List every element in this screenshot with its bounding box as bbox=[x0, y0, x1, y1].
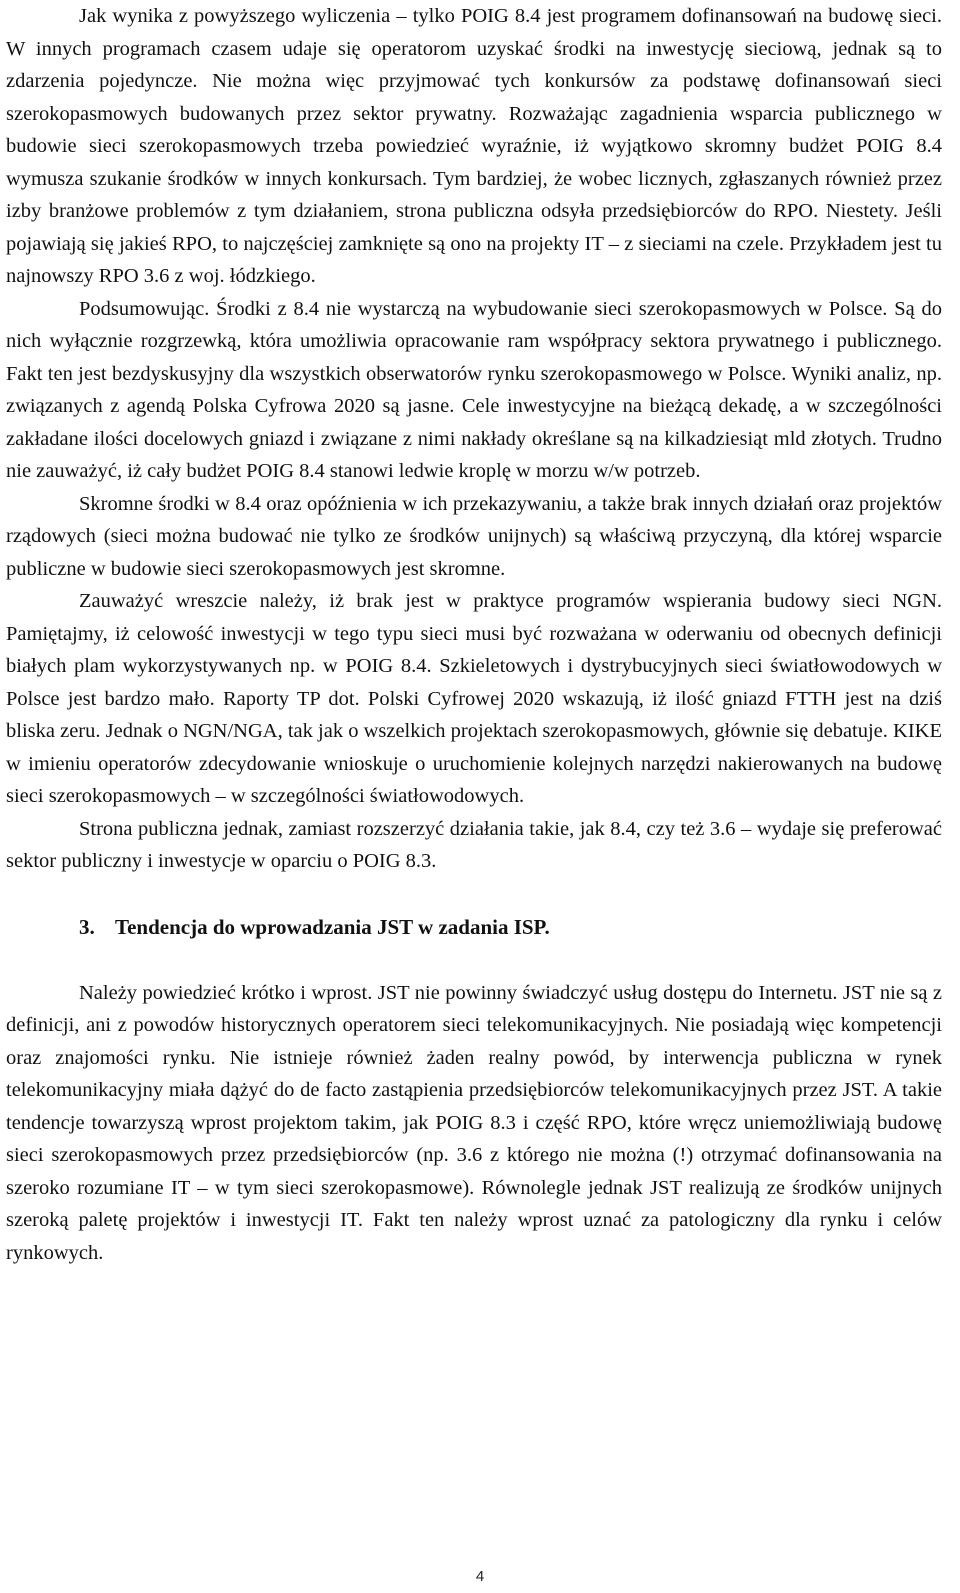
page-number: 4 bbox=[475, 1568, 485, 1585]
document-page bbox=[6, 0, 942, 1269]
section-title: Tendencja do wprowadzania JST w zadania ISP. bbox=[115, 914, 550, 939]
paragraph: Strona publiczna jednak, zamiast rozszerzyć działania takie, jak 8.4, czy też 3.6 – wydaje się preferować sektor publiczny i inwestycje w oparciu o POIG 8.3. bbox=[6, 817, 942, 872]
spacer bbox=[6, 943, 942, 977]
paragraph: Skromne środki w 8.4 oraz opóźnienia w ich przekazywaniu, a także brak innych działań oraz projektów rządowych (sieci można budować nie tylko ze środków unijnych) są właściwą przyczyną, dla której wsparcie publiczne w budowie sieci szerokopasmowych jest skromne. bbox=[6, 492, 942, 580]
section-heading bbox=[6, 911, 942, 943]
paragraph: Jak wynika z powyższego wyliczenia – tylko POIG 8.4 jest programem dofinansowań na budowę sieci. W innych programach czasem udaje się operatorom uzyskać środki na inwestycję sieciową, jednak są to zdarzenia pojedyncze. Nie można więc przyjmować tych konkursów za podstawę dofinansowań sieci szerokopasmowych budowanych przez sektor prywatny. Rozważając zagadnienia wsparcia publicznego w budowie sieci szerokopasmowych trzeba powiedzieć wyraźnie, iż wyjątkowo skromny budżet POIG 8.4 wymusza szukanie środków w innych konkursach. Tym bardziej, że wobec licznych, zgłaszanych również przez izby branżowe problemów z tym działaniem, strona publiczna odsyła przedsiębiorców do RPO. Niestety. Jeśli pojawiają się jakieś RPO, to najczęściej zamknięte są ono na projekty IT – z sieciami na czele. Przykładem jest tu najnowszy RPO 3.6 z woj. łódzkiego. bbox=[6, 5, 942, 287]
paragraph: Podsumowując. Środki z 8.4 nie wystarczą na wybudowanie sieci szerokopasmowych w Polsce. Są do nich wyłącznie rozgrzewką, która umożliwia opracowanie ram współpracy sektora prywatnego i publicznego. Fakt ten jest bezdyskusyjny dla wszystkich obserwatorów rynku szerokopasmowego w Polsce. Wyniki analiz, np. związanych z agendą Polska Cyfrowa 2020 są jasne. Cele inwestycyjne na bieżącą dekadę, a w szczególności zakładane ilości docelowych gniazd i związane z nimi nakłady określane są na kilkadziesiąt mld złotych. Trudno nie zauważyć, iż cały budżet POIG 8.4 stanowi ledwie kroplę w morzu w/w potrzeb. bbox=[6, 297, 942, 482]
paragraph: Należy powiedzieć krótko i wprost. JST nie powinny świadczyć usług dostępu do Internetu. JST nie są z definicji, ani z powodów historycznych operatorem sieci telekomunikacyjnych. Nie posiadają więc kompetencji oraz znajomości rynku. Nie istnieje również żaden realny powód, by interwencja publiczna w rynek telekomunikacyjny miała dążyć do de facto zastąpienia przedsiębiorców telekomunikacyjnych przez JST. A takie tendencje towarzyszą wprost projektom takim, jak POIG 8.3 i część RPO, które wręcz uniemożliwiają budowę sieci szerokopasmowych przez przedsiębiorców (np. 3.6 z którego nie można (!) otrzymać dofinansowania na szeroko rozumiane IT – w tym sieci szerokopasmowe). Równolegle jednak JST realizują ze środków unijnych szeroką paletę projektów i inwestycji IT. Fakt ten należy wprost uznać za patologiczny dla rynku i celów rynkowych. bbox=[6, 981, 942, 1264]
section-number: 3. bbox=[79, 914, 95, 939]
spacer bbox=[6, 878, 942, 911]
paragraph: Zauważyć wreszcie należy, iż brak jest w praktyce programów wspierania budowy sieci NGN. Pamiętajmy, iż celowość inwestycji w tego typu sieci musi być rozważana w oderwaniu od obecnych definicji białych plam wykorzystywanych np. w POIG 8.4. Szkieletowych i dystrybucyjnych sieci światłowodowych w Polsce jest bardzo mało. Raporty TP dot. Polski Cyfrowej 2020 wskazują, iż ilość gniazd FTTH jest na dziś bliska zeru. Jednak o NGN/NGA, tak jak o wszelkich projektach szerokopasmowych, głównie się debatuje. KIKE w imieniu operatorów zdecydowanie wnioskuje o uruchomienie kolejnych narzędzi nakierowanych na budowę sieci szerokopasmowych – w szczególności światłowodowych. bbox=[6, 590, 942, 807]
